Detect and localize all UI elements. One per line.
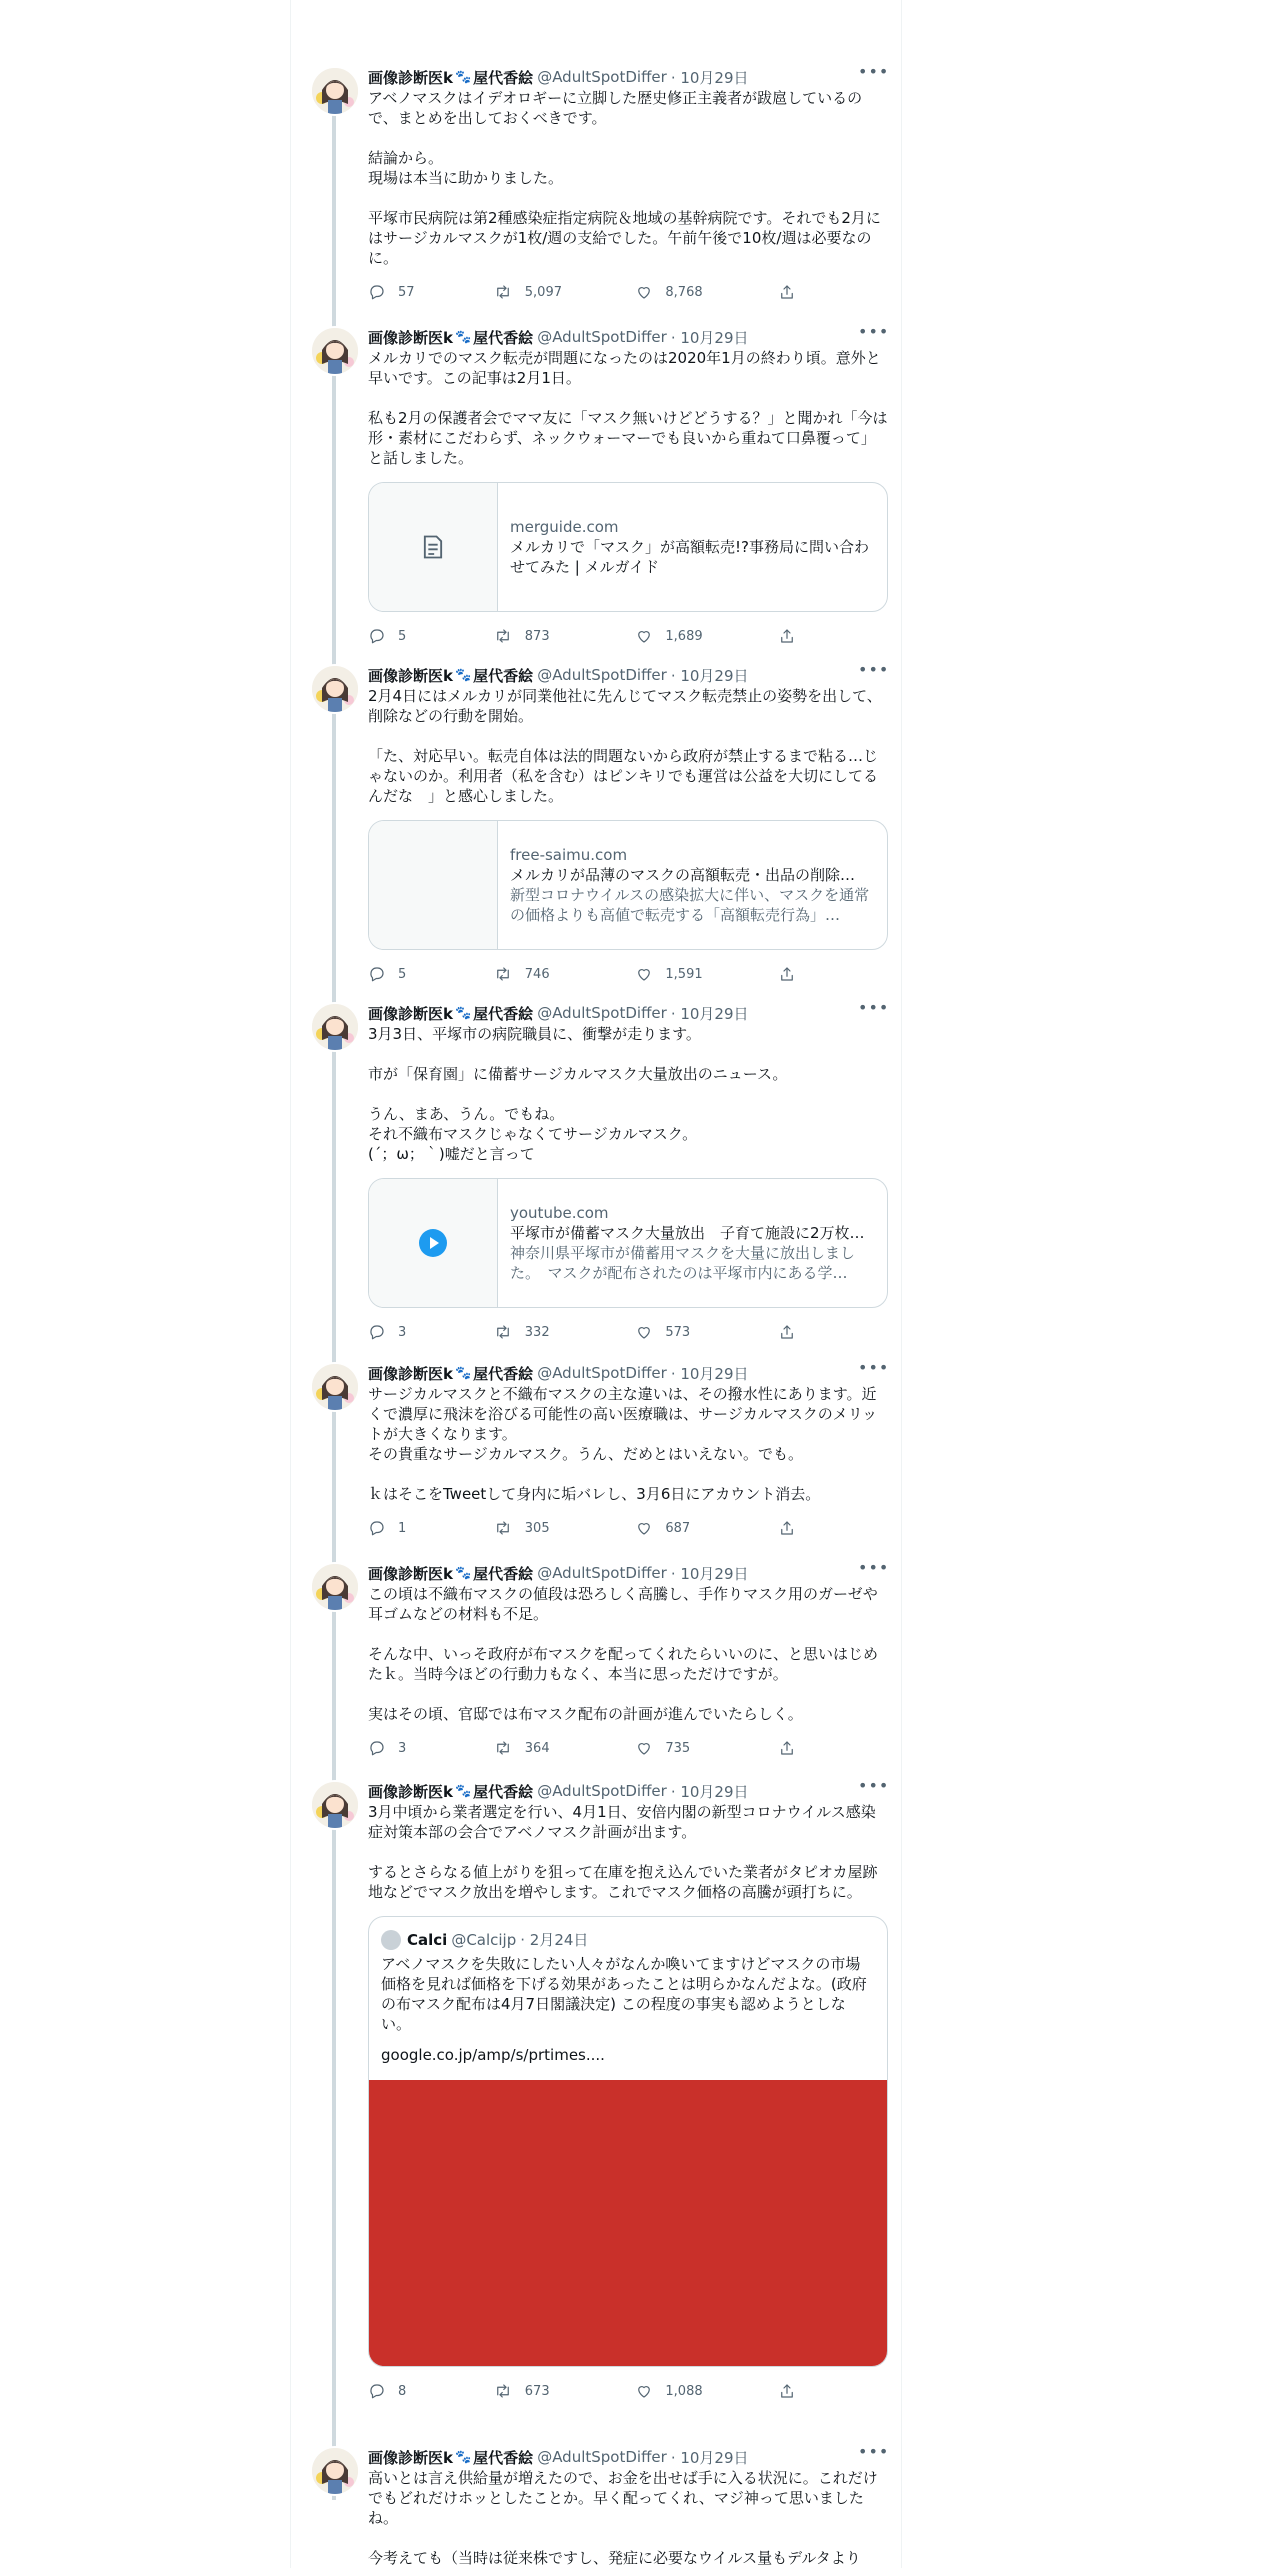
more-options-icon[interactable]: ••• (858, 322, 890, 341)
share-button[interactable] (778, 1738, 808, 1758)
reply-button[interactable] (368, 1738, 493, 1758)
reply-count: 1 (398, 1520, 407, 1536)
more-options-icon[interactable]: ••• (858, 1358, 890, 1377)
author-name[interactable]: 画像診断医k (368, 68, 453, 87)
like-icon (635, 1323, 653, 1341)
author-name-suffix[interactable]: 屋代香絵 (473, 666, 534, 685)
retweet-count: 364 (524, 1740, 550, 1756)
link-card[interactable] (368, 820, 888, 950)
retweet-button[interactable] (493, 1738, 636, 1758)
reply-icon (368, 1739, 386, 1757)
author-name[interactable]: 画像診断医k (368, 2448, 453, 2467)
like-count: 573 (665, 1324, 691, 1340)
author-handle[interactable]: @AdultSpotDiffer (537, 328, 667, 346)
tweet-date[interactable]: · 10月29日 (670, 1364, 749, 1383)
author-name-suffix[interactable]: 屋代香絵 (473, 1564, 534, 1583)
quoted-date: · 2月24日 (520, 1931, 589, 1949)
author-name-suffix[interactable]: 屋代香絵 (473, 68, 534, 87)
like-icon (635, 965, 653, 983)
tweet-actions (368, 964, 808, 984)
author-name[interactable]: 画像診断医k (368, 666, 453, 685)
like-button[interactable] (635, 2381, 778, 2401)
reply-count: 5 (398, 966, 407, 982)
link-card-domain: free-saimu.com (510, 846, 628, 864)
tweet-content (368, 1558, 890, 1724)
tweet-date[interactable]: · 10月29日 (670, 1564, 749, 1583)
author-handle[interactable]: @AdultSpotDiffer (537, 68, 667, 86)
paw-emoji-icon: 🐾 (454, 1565, 472, 1581)
retweet-icon (493, 2382, 513, 2400)
avatar[interactable] (310, 326, 360, 376)
tweet-text: 3月中頃から業者選定を行い、4月1日、安倍内閣の新型コロナウイルス感染症対策本部の会合でアベノマスク計画が出ます。 するとさらなる値上がりを狙って在庫を抱え込んでいた業者がタピオカ屋跡地などでマスク放出を増やします。これでマスク価格の高騰が頭打ちに。 (368, 1803, 878, 1901)
tweet-header (368, 2446, 888, 2468)
link-card-description: 神奈川県平塚市が備蓄用マスクを大量に放出しました。 マスクが配布されたのは平塚市内にある学… (510, 1244, 856, 1282)
retweet-icon (493, 283, 513, 301)
quoted-author-handle: @Calcijp (451, 1930, 517, 1949)
thread-connector-line (332, 100, 336, 2500)
tweet-actions (368, 2381, 808, 2401)
paw-emoji-icon: 🐾 (454, 667, 472, 683)
reply-count: 5 (398, 628, 407, 644)
reply-count: 3 (398, 1324, 407, 1340)
paw-emoji-icon: 🐾 (454, 1783, 472, 1799)
paw-emoji-icon: 🐾 (454, 1005, 472, 1021)
more-options-icon[interactable]: ••• (858, 2442, 890, 2461)
reply-button[interactable] (368, 2381, 493, 2401)
quoted-avatar (381, 1930, 401, 1950)
link-card-domain: youtube.com (510, 1204, 609, 1222)
tweet-text: メルカリでのマスク転売が問題になったのは2020年1月の終わり頃。意外と早いです。この記事は2月1日。 私も2月の保護者会でママ友に「マスク無いけどどうする？」と聞かれ「今は形・素材にこだわらず、ネックウォーマーでも良いから重ねて口鼻覆って」と話しました。 (368, 349, 888, 467)
author-handle[interactable]: @AdultSpotDiffer (537, 1564, 667, 1582)
tweet-text: サージカルマスクと不織布マスクの主な違いは、その撥水性にあります。近くで濃厚に飛沫を浴びる可能性の高い医療職は、サージカルマスクのメリットが大きくなります。 その貴重なサージカルマスク。うん、だめとはいえない。でも。 ｋはそこをTweetして身内に垢バレし、3月6日にアカウント消去。 (368, 1385, 878, 1503)
author-name[interactable]: 画像診断医k (368, 1364, 453, 1383)
share-icon (778, 1519, 796, 1537)
tweet-date[interactable]: · 10月29日 (670, 68, 749, 87)
like-count: 8,768 (665, 284, 703, 300)
share-button[interactable] (778, 964, 808, 984)
tweet-actions (368, 1738, 808, 1758)
tweet-header (368, 1780, 888, 1802)
retweet-icon (493, 1519, 513, 1537)
share-button[interactable] (778, 1518, 808, 1538)
reply-icon (368, 283, 386, 301)
quoted-text: アベノマスクを失敗にしたい人々がなんか喚いてますけどマスクの市場価格を見れば価格を下げる効果があったことは明らかなんだよな。(政府の布マスク配布は4月7日閣議決定) この程度の事実も認めようとしない。 (381, 1955, 867, 2033)
tweet-actions (368, 282, 808, 302)
retweet-button[interactable] (493, 1518, 636, 1538)
tweet-content (368, 322, 890, 612)
share-icon (778, 965, 796, 983)
author-handle[interactable]: @AdultSpotDiffer (537, 1364, 667, 1382)
paw-emoji-icon: 🐾 (454, 1365, 472, 1381)
tweet-actions (368, 1322, 808, 1342)
more-options-icon[interactable]: ••• (858, 1776, 890, 1795)
share-icon (778, 283, 796, 301)
share-icon (778, 627, 796, 645)
like-count: 1,689 (665, 628, 703, 644)
tweet-text: 2月4日にはメルカリが同業他社に先んじてマスク転売禁止の姿勢を出して、削除などの行動を開始。 「た、対応早い。転売自体は法的問題ないから政府が禁止するまで粘る…じゃないのか。利用者（私を含む）はピンキリでも運営は公益を大切にしてるんだな 」と感心しました。 (368, 687, 882, 805)
reply-icon (368, 1323, 386, 1341)
share-icon (778, 1323, 796, 1341)
play-icon[interactable] (418, 1228, 448, 1258)
reply-icon (368, 1519, 386, 1537)
reply-button[interactable] (368, 964, 493, 984)
reply-button[interactable] (368, 626, 493, 646)
retweet-icon (493, 1739, 513, 1757)
retweet-button[interactable] (493, 2381, 636, 2401)
tweet-text: アベノマスクはイデオロギーに立脚した歴史修正主義者が跋扈しているので、まとめを出しておくべきです。 結論から。 現場は本当に助かりました。 平塚市民病院は第2種感染症指定病院＆地域の基幹病院です。それでも2月にはサージカルマスクが1枚/週の支給でした。午前午後で10枚/週は必要なのに。 (368, 89, 881, 267)
like-icon (635, 283, 653, 301)
retweet-icon (493, 965, 513, 983)
tweet-content (368, 1358, 890, 1504)
like-count: 1,591 (665, 966, 703, 982)
author-handle[interactable]: @AdultSpotDiffer (537, 666, 667, 684)
link-card-title: メルカリで「マスク」が高額転売!?事務局に問い合わせてみた | メルガイド (510, 538, 869, 576)
share-button[interactable] (778, 1322, 808, 1342)
reply-button[interactable] (368, 282, 493, 302)
avatar[interactable] (310, 664, 360, 714)
retweet-count: 332 (524, 1324, 550, 1340)
retweet-icon (493, 1323, 513, 1341)
reply-count: 8 (398, 2383, 407, 2399)
author-name[interactable]: 画像診断医k (368, 1782, 453, 1801)
tweet-content (368, 660, 890, 950)
tweet-actions (368, 626, 808, 646)
quoted-tweet[interactable] (368, 1916, 888, 2367)
retweet-count: 5,097 (524, 284, 562, 300)
reply-icon (368, 2382, 386, 2400)
like-button[interactable] (635, 1322, 778, 1342)
like-icon (635, 627, 653, 645)
tweet-header (368, 66, 888, 88)
reply-button[interactable] (368, 1518, 493, 1538)
link-card-title: 平塚市が備蓄マスク大量放出 子育て施設に2万枚… (510, 1224, 865, 1242)
tweet-content (368, 2442, 890, 2568)
retweet-count: 873 (524, 628, 550, 644)
avatar[interactable] (310, 1002, 360, 1052)
like-button[interactable] (635, 1518, 778, 1538)
quoted-link[interactable]: google.co.jp/amp/s/prtimes.... (381, 2046, 605, 2064)
tweet-header (368, 664, 888, 686)
author-name[interactable]: 画像診断医k (368, 328, 453, 347)
more-options-icon[interactable]: ••• (858, 660, 890, 679)
reply-icon (368, 965, 386, 983)
author-name-suffix[interactable]: 屋代香絵 (473, 2448, 534, 2467)
like-count: 687 (665, 1520, 691, 1536)
tweet-text: 3月3日、平塚市の病院職員に、衝撃が走ります。 市が「保育園」に備蓄サージカルマスク大量放出のニュース。 うん、まあ、うん。でもね。 それ不織布マスクじゃなくてサージカルマスク。 (´；ω；｀)嘘だと言って (368, 1025, 788, 1163)
retweet-count: 746 (524, 966, 550, 982)
retweet-button[interactable] (493, 282, 636, 302)
tweet-text: 高いとは言え供給量が増えたので、お金を出せば手に入る状況に。これだけでもどれだけホッとしたことか。早く配ってくれ、マジ神って思いましたね。 今考えても（当時は従来株ですし、発症に必要なウイルス量もデルタより (368, 2469, 878, 2567)
avatar[interactable] (310, 1562, 360, 1612)
quoted-image[interactable] (369, 2080, 887, 2366)
avatar[interactable] (310, 66, 360, 116)
tweet-actions (368, 1518, 808, 1538)
reply-button[interactable] (368, 1322, 493, 1342)
reply-count: 57 (398, 284, 415, 300)
tweet-content (368, 998, 890, 1308)
link-card-thumbnail (369, 821, 498, 949)
more-options-icon[interactable]: ••• (858, 1558, 890, 1577)
link-card[interactable] (368, 482, 888, 612)
share-button[interactable] (778, 626, 808, 646)
link-card[interactable] (368, 1178, 888, 1308)
like-count: 735 (665, 1740, 691, 1756)
reply-icon (368, 627, 386, 645)
author-name-suffix[interactable]: 屋代香絵 (473, 1364, 534, 1383)
tweet-date[interactable]: · 10月29日 (670, 666, 749, 685)
share-icon (778, 2382, 796, 2400)
link-card-title: メルカリが品薄のマスクの高額転売・出品の削除… (510, 866, 856, 884)
tweet-date[interactable]: · 10月29日 (670, 1782, 749, 1801)
retweet-count: 673 (524, 2383, 550, 2399)
like-button[interactable] (635, 282, 778, 302)
share-button[interactable] (778, 282, 808, 302)
tweet-header (368, 1562, 888, 1584)
link-card-thumbnail (369, 483, 498, 611)
avatar[interactable] (310, 1780, 360, 1830)
retweet-button[interactable] (493, 1322, 636, 1342)
avatar[interactable] (310, 2446, 360, 2496)
author-handle[interactable]: @AdultSpotDiffer (537, 2448, 667, 2466)
tweet-text: この頃は不織布マスクの値段は恐ろしく高騰し、手作りマスク用のガーゼや耳ゴムなどの材料も不足。 そんな中、いっそ政府が布マスクを配ってくれたらいいのに、と思いはじめたｋ。当時今ほどの行動力もなく、本当に思っただけですが。 実はその頃、官邸では布マスク配布の計画が進んでいたらしく。 (368, 1585, 879, 1723)
link-card-domain: merguide.com (510, 518, 619, 536)
author-handle[interactable]: @AdultSpotDiffer (537, 1004, 667, 1022)
like-icon (635, 2382, 653, 2400)
like-button[interactable] (635, 964, 778, 984)
article-icon (419, 533, 447, 561)
author-name-suffix[interactable]: 屋代香絵 (473, 328, 534, 347)
paw-emoji-icon: 🐾 (454, 329, 472, 345)
retweet-icon (493, 627, 513, 645)
more-options-icon[interactable]: ••• (858, 998, 890, 1017)
like-button[interactable] (635, 626, 778, 646)
paw-emoji-icon: 🐾 (454, 2449, 472, 2465)
tweet-header (368, 1002, 888, 1024)
tweet-date[interactable]: · 10月29日 (670, 2448, 749, 2467)
tweet-content (368, 62, 890, 268)
author-name-suffix[interactable]: 屋代香絵 (473, 1782, 534, 1801)
link-card-description: 新型コロナウイルスの感染拡大に伴い、マスクを通常の価格よりも高値で転売する「高額転売行為」… (510, 886, 870, 924)
link-card-thumbnail (369, 1179, 498, 1307)
tweet-header (368, 1362, 888, 1384)
tweet-date[interactable]: · 10月29日 (670, 1004, 749, 1023)
share-button[interactable] (778, 2381, 808, 2401)
like-icon (635, 1739, 653, 1757)
like-count: 1,088 (665, 2383, 703, 2399)
author-name-suffix[interactable]: 屋代香絵 (473, 1004, 534, 1023)
tweet-header (368, 326, 888, 348)
tweet-content (368, 1776, 890, 2367)
retweet-button[interactable] (493, 626, 636, 646)
retweet-button[interactable] (493, 964, 636, 984)
reply-count: 3 (398, 1740, 407, 1756)
retweet-count: 305 (524, 1520, 550, 1536)
author-name[interactable]: 画像診断医k (368, 1004, 453, 1023)
avatar[interactable] (310, 1362, 360, 1412)
author-handle[interactable]: @AdultSpotDiffer (537, 1782, 667, 1800)
author-name[interactable]: 画像診断医k (368, 1564, 453, 1583)
tweet-date[interactable]: · 10月29日 (670, 328, 749, 347)
share-icon (778, 1739, 796, 1757)
quoted-author-name: Calci (407, 1930, 448, 1949)
like-icon (635, 1519, 653, 1537)
paw-emoji-icon: 🐾 (454, 69, 472, 85)
like-button[interactable] (635, 1738, 778, 1758)
more-options-icon[interactable]: ••• (858, 62, 890, 81)
